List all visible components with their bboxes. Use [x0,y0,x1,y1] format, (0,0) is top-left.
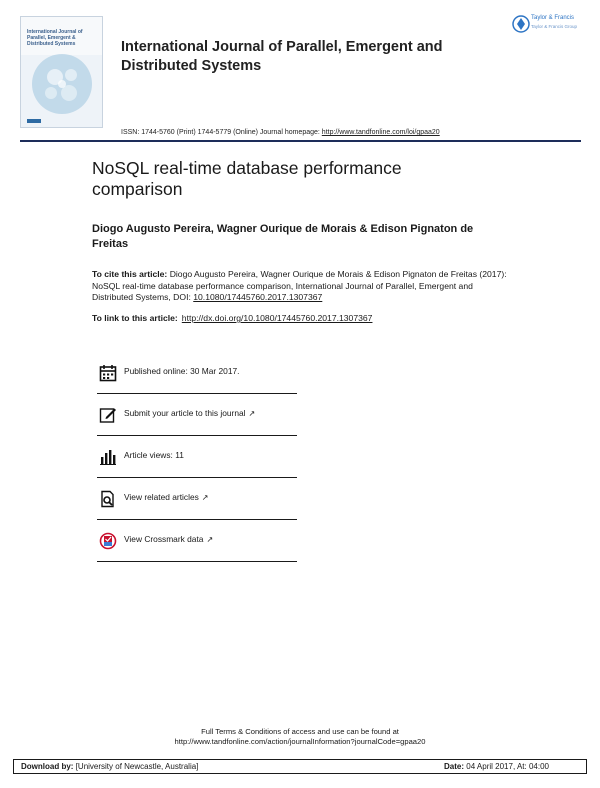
terms-url-link[interactable]: http://www.tandfonline.com/action/journalInformation?journalCode=gpaa20 [174,737,426,746]
cover-publisher-mark [27,119,41,123]
published-online-text: Published online: 30 Mar 2017. [124,366,240,376]
submit-article-link[interactable]: Submit your article to this journal ↗ [124,408,256,418]
crossmark-link[interactable]: View Crossmark data ↗ [124,534,214,544]
link-label: To link to this article: [92,313,178,323]
cite-doi-link[interactable]: 10.1080/17445760.2017.1307367 [193,292,323,302]
article-doi-link[interactable]: http://dx.doi.org/10.1080/17445760.2017.1307367 [181,313,373,323]
search-document-icon [99,490,117,508]
related-articles-link[interactable]: View related articles ↗ [124,492,209,502]
download-date: Date: 04 April 2017, At: 04:00 [444,762,549,771]
external-link-icon: ↗ [201,493,209,502]
citation-block [92,269,512,304]
submit-article-item[interactable] [97,394,297,436]
article-views-text: Article views: 11 [124,450,184,460]
cover-sphere-graphic [27,51,97,117]
issn-line [121,129,440,136]
crossmark-icon [99,532,117,550]
external-link-icon: ↗ [248,409,256,418]
article-authors: Diogo Augusto Pereira, Wagner Ourique de Morais & Edison Pignaton de Freitas [92,223,474,250]
cover-title: International Journal of Parallel, Emergent & Distributed Systems [27,29,83,47]
issn-text: ISSN: 1744-5760 (Print) 1744-5779 (Online) Journal homepage: [121,129,320,136]
crossmark-item[interactable] [97,520,297,562]
journal-title: International Journal of Parallel, Emergent and Distributed Systems [121,39,443,74]
journal-homepage-link[interactable]: http://www.tandfonline.com/loi/gpaa20 [321,129,440,136]
cite-text: Diogo Augusto Pereira, Wagner Ourique de Morais & Edison Pignaton de Freitas (2017): NoSQL real-time database performance comparison, International Journal of Parallel, Emergent and Distributed Systems, DOI: [92,269,507,302]
journal-cover-image [20,16,103,128]
edit-icon [99,406,117,424]
article-link-row [92,313,372,323]
article-views-item [97,436,297,478]
published-online-item [97,352,297,394]
publisher-name: Taylor & Francis [531,15,575,21]
header-divider [20,140,581,142]
article-title: NoSQL real-time database performance comparison [92,158,402,199]
download-by: Download by: [University of Newcastle, Australia] [21,762,199,771]
terms-text: Full Terms & Conditions of access and use can be found at [201,727,399,736]
download-info-bar [13,759,587,774]
related-articles-item[interactable] [97,478,297,520]
external-link-icon: ↗ [206,535,214,544]
cite-label: To cite this article: [92,269,168,279]
bar-chart-icon [99,448,117,466]
publisher-subtitle: Taylor & Francis Group [531,24,578,29]
calendar-icon [99,364,117,382]
